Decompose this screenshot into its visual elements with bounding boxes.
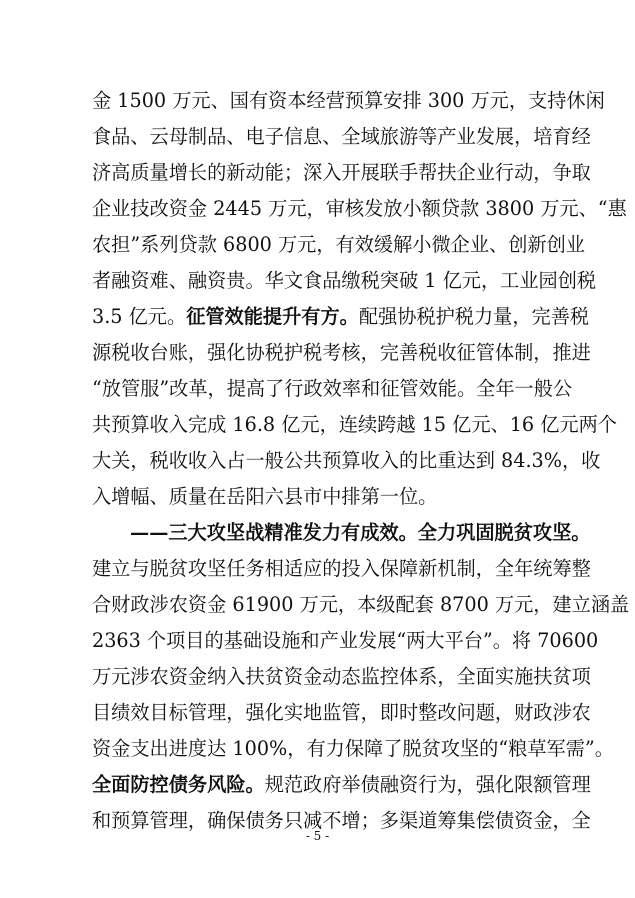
subheading-debt-risk: 全面防控债务风险。 [92, 773, 265, 796]
section-heading: ——三大攻坚战精准发力有成效。全力巩固脱贫攻坚。 [130, 521, 591, 544]
text-line: 建立与脱贫攻坚任务相适应的投入保障新机制，全年统筹整 [92, 557, 591, 580]
text-run: 3.5 亿元。 [92, 305, 187, 328]
text-run: 规范政府举债融资行为，强化限额管理 [264, 773, 591, 796]
text-line-with-subheading [92, 769, 591, 801]
text-line: 共预算收入完成 16.8 亿元，连续跨越 15 亿元、16 亿元两个 [92, 413, 617, 436]
subheading-tax-collection: 征管效能提升有方。 [186, 305, 359, 328]
text-line: 济高质量增长的新动能；深入开展联手帮扶企业行动，争取 [92, 161, 591, 184]
text-line: 企业技改资金 2445 万元，审核发放小额贷款 3800 万元、“惠 [92, 197, 627, 220]
text-line: 者融资难、融资贵。华文食品缴税突破 1 亿元，工业园创税 [92, 269, 597, 292]
text-line: 食品、云母制品、电子信息、全域旅游等产业发展，培育经 [92, 125, 591, 148]
text-line-with-subheading [92, 301, 590, 333]
text-line: 农担”系列贷款 6800 万元，有效缓解小微企业、创新创业 [92, 233, 585, 256]
text-line: 金 1500 万元、国有资本经营预算安排 300 万元，支持休闲 [92, 89, 605, 112]
text-line: 万元涉农资金纳入扶贫资金动态监控体系，全面实施扶贫项 [92, 665, 591, 688]
text-line: 2363 个项目的基础设施和产业发展“两大平台”。将 70600 [92, 629, 599, 652]
text-line: 入增幅、质量在岳阳六县市中排第一位。 [92, 485, 438, 508]
text-line: 和预算管理，确保债务只减不增；多渠道筹集偿债资金，全 [92, 809, 591, 832]
text-line: 合财政涉农资金 61900 万元，本级配套 8700 万元，建立涵盖 [92, 593, 630, 616]
page-number: - 5 - [305, 829, 330, 843]
text-line: 资金支出进度达 100%，有力保障了脱贫攻坚的“粮草军需”。 [92, 737, 614, 760]
text-line: “放管服”改革，提高了行政效率和征管效能。全年一般公 [92, 377, 573, 400]
text-line: 源税收台账，强化协税护税考核，完善税收征管体制，推进 [92, 341, 591, 364]
text-line: 目绩效目标管理，强化实地监管，即时整改问题，财政涉农 [92, 701, 591, 724]
text-run: 配强协税护税力量，完善税 [358, 305, 590, 328]
text-line: 大关，税收收入占一般公共预算收入的比重达到 84.3%，收 [92, 449, 601, 472]
